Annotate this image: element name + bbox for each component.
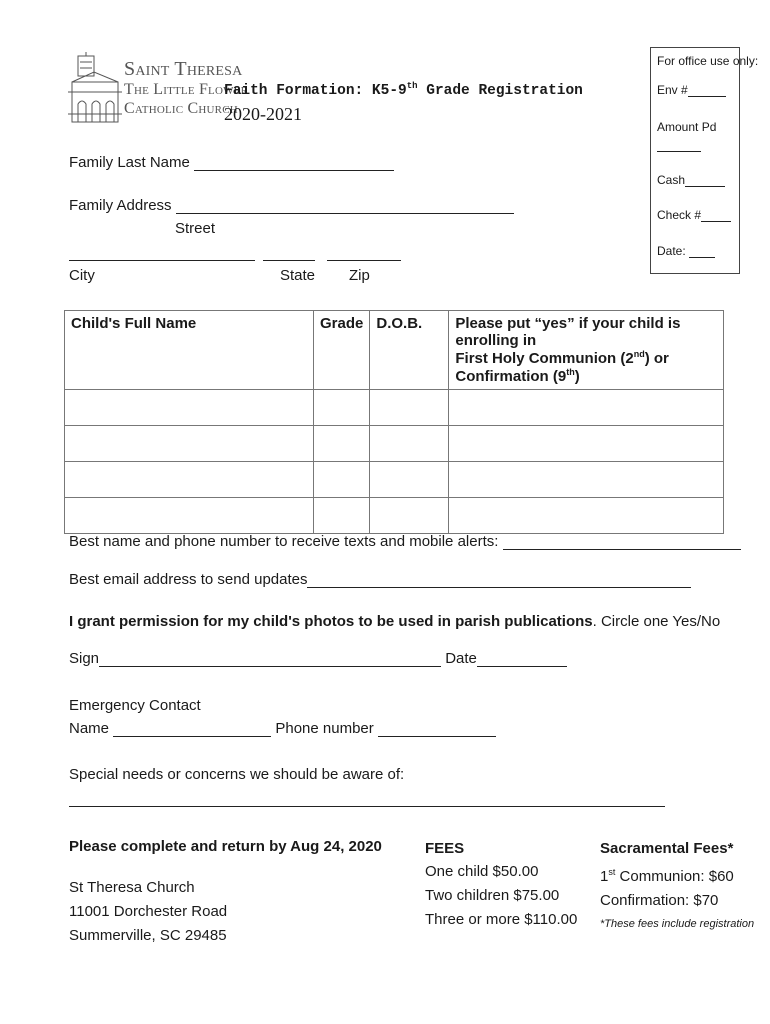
sacrament-cell[interactable] (449, 390, 724, 426)
cash-label: Cash (657, 173, 686, 187)
grade-cell[interactable] (314, 426, 370, 462)
child-name-cell[interactable] (65, 498, 314, 534)
dob-cell[interactable] (370, 498, 449, 534)
family-last-name-field[interactable] (194, 156, 394, 171)
col-sacrament-line1: Please put “yes” if your child is enrolling in (455, 315, 681, 349)
emergency-name-field[interactable] (113, 722, 271, 737)
date-row (657, 244, 715, 258)
grade-cell[interactable] (314, 498, 370, 534)
cash-row (657, 173, 725, 187)
amount-field[interactable] (657, 139, 701, 152)
special-needs-field[interactable] (69, 794, 665, 807)
col-name-header: Child's Full Name (65, 311, 314, 390)
special-needs-label: Special needs or concerns we should be aware of: (69, 766, 405, 783)
fee-three-more: Three or more $110.00 (425, 911, 578, 928)
texts-row (69, 533, 741, 550)
email-label: Best email address to send updates (69, 571, 308, 588)
church-building-icon (68, 52, 122, 124)
col-dob-header: D.O.B. (370, 311, 449, 390)
zip-field[interactable] (327, 246, 401, 261)
texts-label: Best name and phone number to receive texts and mobile alerts: (69, 533, 499, 550)
col-sacrament-line2a: First Holy Communion (2 (455, 350, 634, 367)
sign-row (69, 650, 567, 667)
communion-fee-num: 1 (600, 868, 609, 885)
state-field[interactable] (263, 246, 315, 261)
church-logo (68, 52, 249, 126)
amount-label: Amount Pd (657, 120, 717, 134)
confirmation-fee: Confirmation: $70 (600, 892, 719, 909)
child-name-cell[interactable] (65, 426, 314, 462)
sacramental-fees-block (600, 838, 754, 935)
address-line-2: 11001 Dorchester Road (69, 903, 228, 920)
logo-line-2: The Little Flower (124, 81, 249, 98)
env-field[interactable] (688, 84, 726, 97)
child-name-cell[interactable] (65, 390, 314, 426)
communion-fee-text: Communion: $60 (615, 868, 734, 885)
cash-field[interactable] (685, 174, 725, 187)
env-row (657, 83, 726, 97)
address-line-3: Summerville, SC 29485 (69, 927, 227, 944)
state-label: State (280, 267, 316, 284)
zip-label: Zip (349, 267, 370, 284)
permission-statement: I grant permission for my child's photos to be used in parish publications (69, 613, 593, 630)
permission-row (69, 613, 720, 630)
dob-cell[interactable] (370, 426, 449, 462)
child-name-cell[interactable] (65, 462, 314, 498)
emergency-phone-field[interactable] (378, 722, 496, 737)
family-last-name-label: Family Last Name (69, 154, 190, 171)
logo-line-1: Saint Theresa (124, 58, 243, 80)
table-row (65, 426, 724, 462)
col-sacrament-line2c: ) (574, 368, 580, 385)
grade-cell[interactable] (314, 390, 370, 426)
family-last-name-row (69, 154, 394, 171)
family-address-field[interactable] (176, 199, 514, 214)
emergency-name-label: Name (69, 720, 110, 737)
title-post: Grade Registration (417, 82, 583, 99)
page-title (224, 81, 583, 99)
dob-cell[interactable] (370, 462, 449, 498)
check-field[interactable] (701, 209, 731, 222)
return-instruction: Please complete and return by Aug 24, 2020 (69, 838, 382, 855)
texts-field[interactable] (503, 535, 741, 550)
emergency-contact-label: Emergency Contact (69, 697, 201, 714)
email-field[interactable] (307, 573, 691, 588)
sign-label: Sign (69, 650, 100, 667)
family-address-row (69, 197, 514, 214)
check-row (657, 208, 731, 222)
signature-field[interactable] (99, 652, 441, 667)
col-sacrament-header (449, 311, 724, 390)
office-heading: For office use only: (657, 54, 759, 68)
communion-fee (600, 860, 754, 889)
title-pre: Faith Formation: K5-9 (224, 82, 407, 99)
table-header-row (65, 311, 724, 390)
communion-fee-sup: st (608, 867, 616, 877)
address-line-1: St Theresa Church (69, 879, 195, 896)
city-label: City (69, 267, 95, 284)
col-sacrament-line2b: ) or Confirmation (9 (455, 350, 669, 385)
fee-one-child: One child $50.00 (425, 863, 539, 880)
logo-line-3: Catholic Church (124, 100, 238, 117)
date-label: Date (445, 650, 477, 667)
emergency-phone-label: Phone number (275, 720, 374, 737)
table-row (65, 462, 724, 498)
col-grade-header: Grade (314, 311, 370, 390)
check-label: Check # (657, 208, 702, 222)
school-year: 2020-2021 (224, 104, 302, 124)
city-field[interactable] (69, 246, 255, 261)
fees-title: FEES (425, 840, 465, 857)
table-row (65, 498, 724, 534)
permission-choice: . Circle one Yes/No (592, 613, 721, 630)
street-label: Street (175, 220, 216, 237)
sacramental-fees-title: Sacramental Fees* (600, 840, 734, 857)
fee-two-children: Two children $75.00 (425, 887, 560, 904)
fees-block (425, 838, 577, 932)
church-address (69, 876, 227, 948)
children-table (64, 310, 724, 534)
grade-cell[interactable] (314, 462, 370, 498)
email-row (69, 571, 691, 588)
office-date-label: Date: (657, 244, 686, 258)
office-use-box (650, 47, 759, 274)
sacrament-cell[interactable] (449, 426, 724, 462)
date-field[interactable] (477, 652, 567, 667)
env-label: Env # (657, 83, 688, 97)
sacramental-fee-note: *These fees include registration (600, 918, 755, 930)
sacrament-cell[interactable] (449, 498, 724, 534)
table-row (65, 390, 724, 426)
sup-nd: nd (633, 349, 645, 359)
sup-th: th (566, 367, 575, 377)
amount-row (657, 138, 701, 152)
sacrament-cell[interactable] (449, 462, 724, 498)
family-address-label: Family Address (69, 197, 172, 214)
emergency-row (69, 720, 496, 737)
office-date-field[interactable] (689, 245, 715, 258)
dob-cell[interactable] (370, 390, 449, 426)
title-sup: th (406, 81, 418, 91)
